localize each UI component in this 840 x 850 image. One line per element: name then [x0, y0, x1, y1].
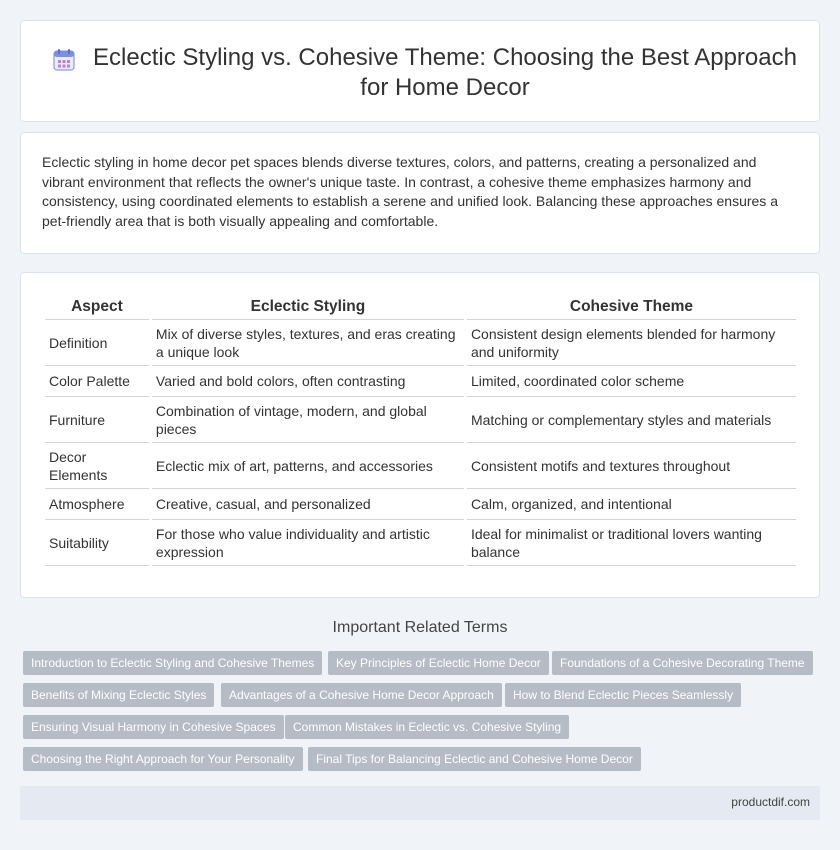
intro-card — [20, 132, 820, 254]
table-cell-eclectic: Varied and bold colors, often contrasting — [152, 366, 464, 397]
table-cell-cohesive: Calm, organized, and intentional — [467, 489, 796, 520]
intro-paragraph: Eclectic styling in home decor pet spaces blends diverse textures, colors, and patterns, creating a personalized and vibrant environment that reflects the owner's unique taste. In contrast, a cohesive theme emphasizes harmony and consistency, using coordinated elements to establish a serene and unified look. Balancing these approaches ensures a pet-friendly area that is both visually appealing and comfortable. — [42, 154, 778, 229]
related-term-link[interactable]: Benefits of Mixing Eclectic Styles — [23, 683, 214, 707]
table-cell-cohesive: Limited, coordinated color scheme — [467, 366, 796, 397]
related-term-link[interactable]: Final Tips for Balancing Eclectic and Cohesive Home Decor — [308, 747, 641, 771]
table-cell-cohesive: Matching or complementary styles and materials — [467, 397, 796, 443]
related-term-link[interactable]: Common Mistakes in Eclectic vs. Cohesive Styling — [285, 715, 569, 739]
table-row — [45, 489, 796, 520]
related-term-link[interactable]: Foundations of a Cohesive Decorating Theme — [552, 651, 813, 675]
table-row — [45, 443, 796, 489]
related-term-link[interactable]: Ensuring Visual Harmony in Cohesive Spaces — [23, 715, 284, 739]
table-cell-aspect: Definition — [45, 320, 149, 366]
table-cell-eclectic: For those who value individuality and artistic expression — [152, 520, 464, 566]
table-cell-aspect: Suitability — [45, 520, 149, 566]
table-cell-aspect: Decor Elements — [45, 443, 149, 489]
table-cell-cohesive: Ideal for minimalist or traditional lovers wanting balance — [467, 520, 796, 566]
table-row — [45, 320, 796, 366]
related-term-link[interactable]: Advantages of a Cohesive Home Decor Approach — [221, 683, 502, 707]
table-row — [45, 520, 796, 566]
table-header-row — [45, 294, 796, 320]
footer-site-name: productdif.com — [731, 795, 810, 809]
table-row — [45, 366, 796, 397]
table-cell-eclectic: Creative, casual, and personalized — [152, 489, 464, 520]
column-header-aspect: Aspect — [45, 294, 149, 320]
related-term-link[interactable]: Choosing the Right Approach for Your Personality — [23, 747, 303, 771]
table-cell-eclectic: Combination of vintage, modern, and global pieces — [152, 397, 464, 443]
related-term-link[interactable]: Introduction to Eclectic Styling and Cohesive Themes — [23, 651, 322, 675]
table-cell-cohesive: Consistent design elements blended for harmony and uniformity — [467, 320, 796, 366]
comparison-table — [42, 294, 799, 566]
footer — [20, 786, 820, 820]
table-cell-aspect: Color Palette — [45, 366, 149, 397]
table-cell-eclectic: Eclectic mix of art, patterns, and accessories — [152, 443, 464, 489]
table-cell-cohesive: Consistent motifs and textures throughout — [467, 443, 796, 489]
column-header-cohesive: Cohesive Theme — [467, 294, 796, 320]
table-cell-eclectic: Mix of diverse styles, textures, and eras creating a unique look — [152, 320, 464, 366]
comparison-table-card — [20, 272, 820, 598]
column-header-eclectic: Eclectic Styling — [152, 294, 464, 320]
related-term-link[interactable]: How to Blend Eclectic Pieces Seamlessly — [505, 683, 741, 707]
table-cell-aspect: Atmosphere — [45, 489, 149, 520]
page-title: Eclectic Styling vs. Cohesive Theme: Choosing the Best Approach for Home Decor — [93, 44, 797, 101]
header-card — [20, 20, 820, 122]
table-row — [45, 397, 796, 443]
table-cell-aspect: Furniture — [45, 397, 149, 443]
calendar-icon — [51, 47, 77, 73]
related-term-link[interactable]: Key Principles of Eclectic Home Decor — [328, 651, 549, 675]
related-terms-title: Important Related Terms — [332, 619, 508, 636]
